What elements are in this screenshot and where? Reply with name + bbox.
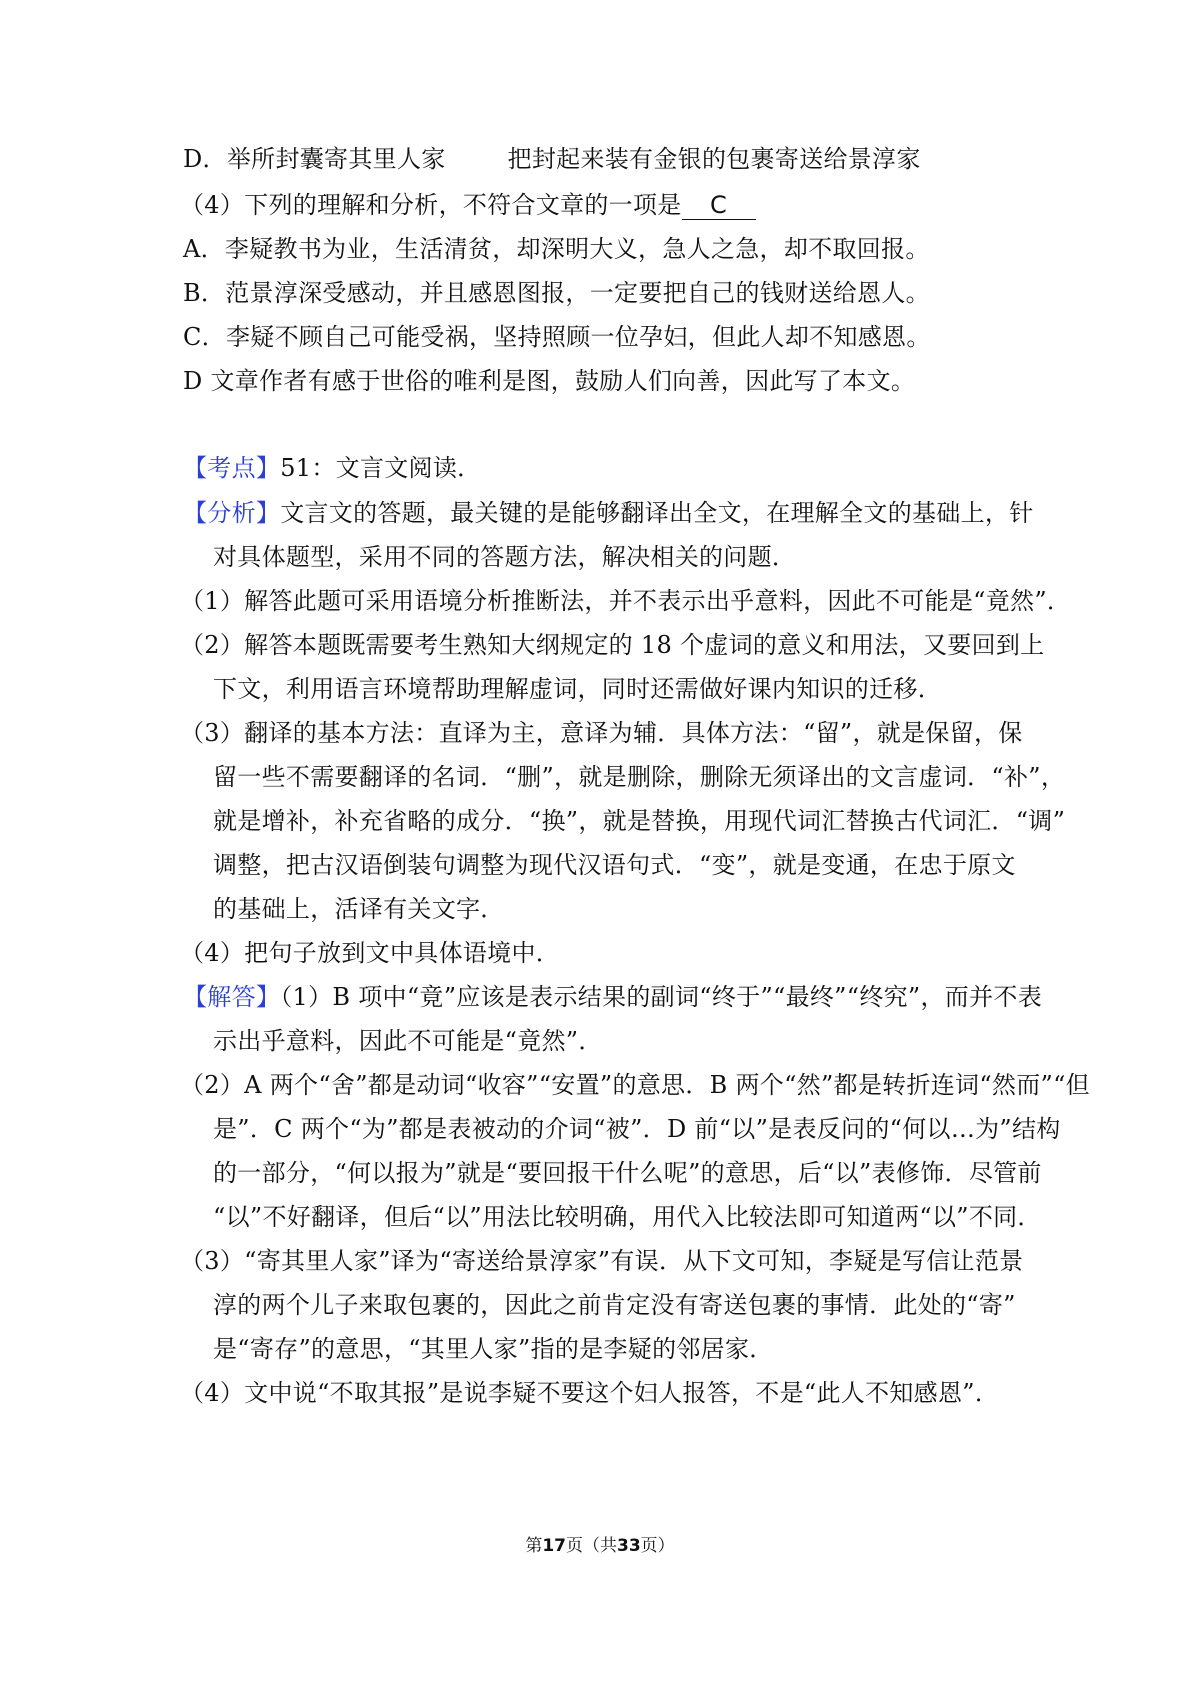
page-footer <box>0 1534 1200 1558</box>
footer-suffix: 页） <box>640 1536 675 1556</box>
fenxi-line-1 <box>183 496 1034 530</box>
footer-page-number: 17 <box>542 1536 566 1556</box>
jieda-item-2-line-4: “以”不好翻译，但后“以”用法比较明确，用代入比较法即可知道两“以”不同． <box>213 1203 1042 1231</box>
fenxi-item-3-line-2: 留一些不需要翻译的名词．“删”，就是删除，删除无须译出的文言虚词．“补”， <box>213 763 1066 791</box>
jieda-item-3-line-2: 淳的两个儿子来取包裹的，因此之前肯定没有寄送包裹的事情．此处的“寄” <box>213 1291 1016 1319</box>
jieda-line-1 <box>183 980 1042 1014</box>
footer-prefix: 第 <box>525 1536 543 1556</box>
fenxi-item-1: （1）解答此题可采用语境分析推断法，并不表示出乎意料，因此不可能是“竟然”． <box>180 587 1072 615</box>
fenxi-item-3-line-4: 调整，把古汉语倒装句调整为现代汉语句式．“变”，就是变通，在忠于原文 <box>213 851 1016 879</box>
option-a: A．李疑教书为业，生活清贫，却深明大义，急人之急，却不取回报。 <box>183 235 930 263</box>
jieda-tag: 【解答】 <box>183 983 281 1011</box>
footer-total-pages: 33 <box>617 1536 641 1556</box>
fenxi-item-3-line-5: 的基础上，活译有关文字． <box>213 895 505 923</box>
option-d-translation: 把封起来装有金银的包裹寄送给景淳家 <box>507 145 921 173</box>
jieda-item-4: （4）文中说“不取其报”是说李疑不要这个妇人报答，不是“此人不知感恩”． <box>180 1379 1000 1407</box>
fenxi-tag: 【分析】 <box>183 499 281 527</box>
fenxi-text: 文言文的答题，最关键的是能够翻译出全文，在理解全文的基础上，针 <box>280 499 1034 527</box>
jieda-item-2-line-3: 的一部分，“何以报为”就是“要回报干什么呢”的意思，后“以”表修饰．尽管前 <box>213 1159 1042 1187</box>
footer-middle: 页（共 <box>566 1536 617 1556</box>
question-4-line <box>180 188 756 222</box>
fenxi-item-2-line-2: 下文，利用语言环境帮助理解虚词，同时还需做好课内知识的迁移． <box>213 675 942 703</box>
kaodian-text: 51：文言文阅读． <box>280 454 482 482</box>
jieda-item-1-line-2: 示出乎意料，因此不可能是“竟然”． <box>213 1027 603 1055</box>
kaodian-tag: 【考点】 <box>183 454 281 482</box>
option-d-text: D．举所封囊寄其里人家 <box>183 145 446 173</box>
jieda-item-3-line-1: （3）“寄其里人家”译为“寄送给景淳家”有误．从下文可知，李疑是写信让范景 <box>180 1247 1024 1275</box>
option-b: B．范景淳深受感动，并且感恩图报，一定要把自己的钱财送给恩人。 <box>183 279 930 307</box>
option-c: C．李疑不顾自己可能受祸，坚持照顾一位孕妇，但此人却不知感恩。 <box>183 323 931 351</box>
jieda-item-2-line-2: 是”．C 两个“为”都是表被动的介词“被”．D 前“以”是表反问的“何以…为”结构 <box>213 1115 1061 1143</box>
jieda-item-3-line-3: 是“寄存”的意思，“其里人家”指的是李疑的邻居家． <box>213 1335 774 1363</box>
option-d-line <box>183 142 921 176</box>
answer-blank: C <box>682 191 756 220</box>
fenxi-item-3-line-1: （3）翻译的基本方法：直译为主，意译为辅．具体方法：“留”，就是保留，保 <box>180 719 1023 747</box>
question-4-prompt: （4）下列的理解和分析，不符合文章的一项是 <box>180 191 682 219</box>
fenxi-line-2: 对具体题型，采用不同的答题方法，解决相关的问题． <box>213 543 797 571</box>
kaodian-line <box>183 451 481 485</box>
jieda-item-2-line-1: （2）A 两个“舍”都是动词“收容”“安置”的意思．B 两个“然”都是转折连词“然而”“但 <box>180 1071 1090 1099</box>
fenxi-item-2-line-1: （2）解答本题既需要考生熟知大纲规定的 18 个虚词的意义和用法，又要回到上 <box>180 631 1045 659</box>
fenxi-item-4: （4）把句子放到文中具体语境中． <box>180 939 561 967</box>
fenxi-item-3-line-3: 就是增补，补充省略的成分．“换”，就是替换，用现代词汇替换古代词汇．“调” <box>213 807 1066 835</box>
option-d-statement: D 文章作者有感于世俗的唯利是图，鼓励人们向善，因此写了本文。 <box>183 367 916 395</box>
jieda-item-1-line-1: （1）B 项中“竟”应该是表示结果的副词“终于”“最终”“终究”，而并不表 <box>280 983 1042 1011</box>
